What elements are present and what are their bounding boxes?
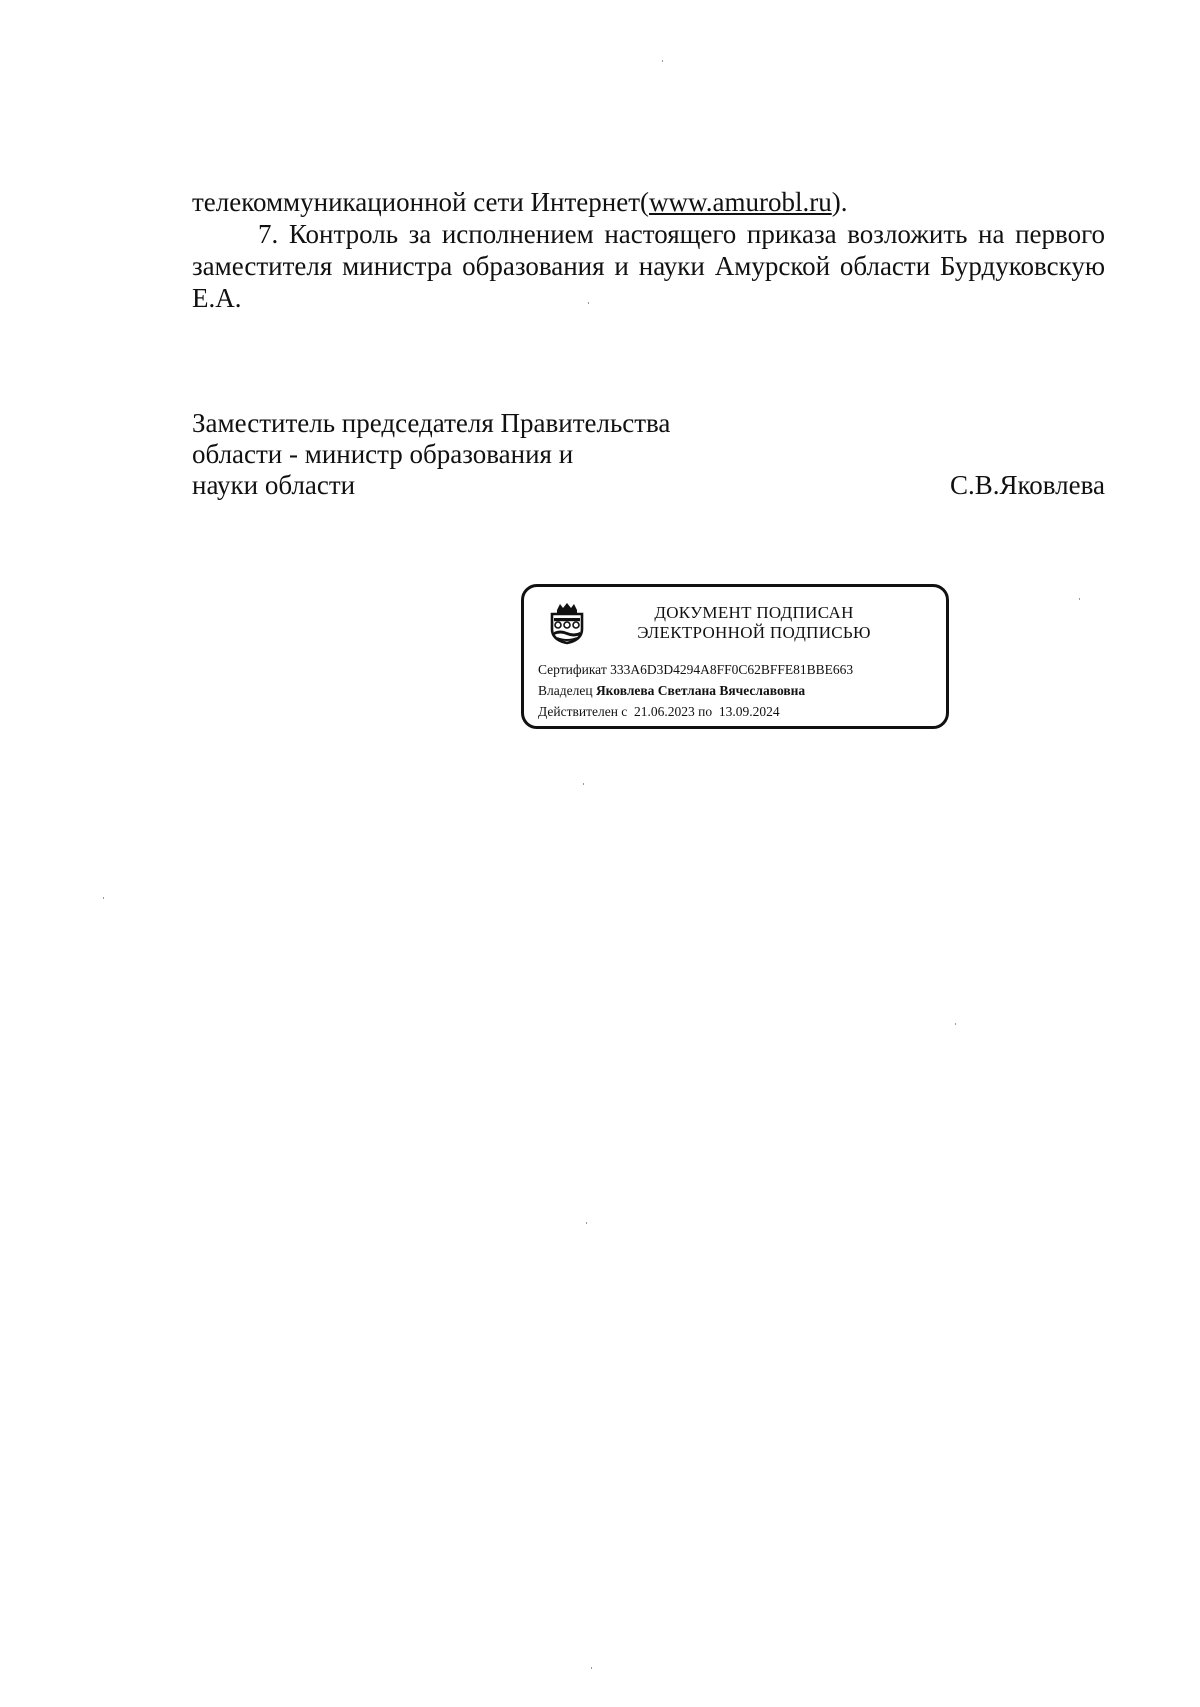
paragraph-6-end: ).	[831, 187, 848, 217]
stamp-title-line-1: ДОКУМЕНТ ПОДПИСАН	[654, 603, 854, 622]
certificate-label: Сертификат	[538, 662, 607, 677]
valid-from: 21.06.2023	[634, 704, 695, 719]
stamp-title	[624, 603, 884, 643]
stamp-details	[538, 659, 853, 722]
certificate-value: 333A6D3D4294A8FF0C62BFFE81BBE663	[610, 662, 854, 677]
stamp-title-line-2: ЭЛЕКТРОННОЙ ПОДПИСЬЮ	[637, 623, 871, 642]
scan-speck	[591, 1667, 592, 1669]
signatory-position-line-1: Заместитель председателя Правительства	[192, 408, 671, 438]
paragraph-6-text: телекоммуникационной сети Интернет(	[192, 187, 649, 217]
signature-block	[192, 408, 1105, 501]
owner-value: Яковлева Светлана Вячеславовна	[595, 683, 806, 698]
scan-speck	[588, 302, 589, 304]
owner-label: Владелец	[538, 683, 593, 698]
scan-speck	[1079, 598, 1080, 600]
scan-speck	[103, 897, 104, 899]
scan-speck	[586, 1222, 587, 1224]
signatory-name: С.В.Яковлева	[950, 470, 1105, 500]
stamp-certificate-row	[538, 659, 853, 680]
stamp-owner-row	[538, 680, 853, 701]
scan-speck	[662, 60, 663, 62]
signatory-position-line-3: науки области	[192, 470, 356, 500]
paragraph-7-line-1: 7. Контроль за исполнением настоящего приказа возложить на первого	[258, 219, 1105, 249]
valid-to-label: по	[698, 704, 713, 719]
electronic-signature-stamp	[521, 584, 949, 729]
order-text	[192, 186, 1105, 314]
scan-speck	[583, 783, 584, 785]
valid-label: Действителен с	[538, 704, 628, 719]
stamp-validity-row	[538, 701, 853, 722]
amur-region-coat-of-arms-icon	[548, 601, 586, 645]
scan-speck	[955, 1023, 956, 1025]
signatory-position-line-2: области - министр образования и	[192, 439, 574, 469]
paragraph-7-line-3: Е.А.	[192, 283, 242, 313]
paragraph-6-tail	[192, 186, 1105, 218]
valid-to: 13.09.2024	[718, 704, 780, 719]
paragraph-7-line-2: заместителя министра образования и науки Амурской области Бурдуковскую	[192, 251, 1105, 281]
amurobl-link[interactable]: www.amurobl.ru	[648, 187, 832, 217]
